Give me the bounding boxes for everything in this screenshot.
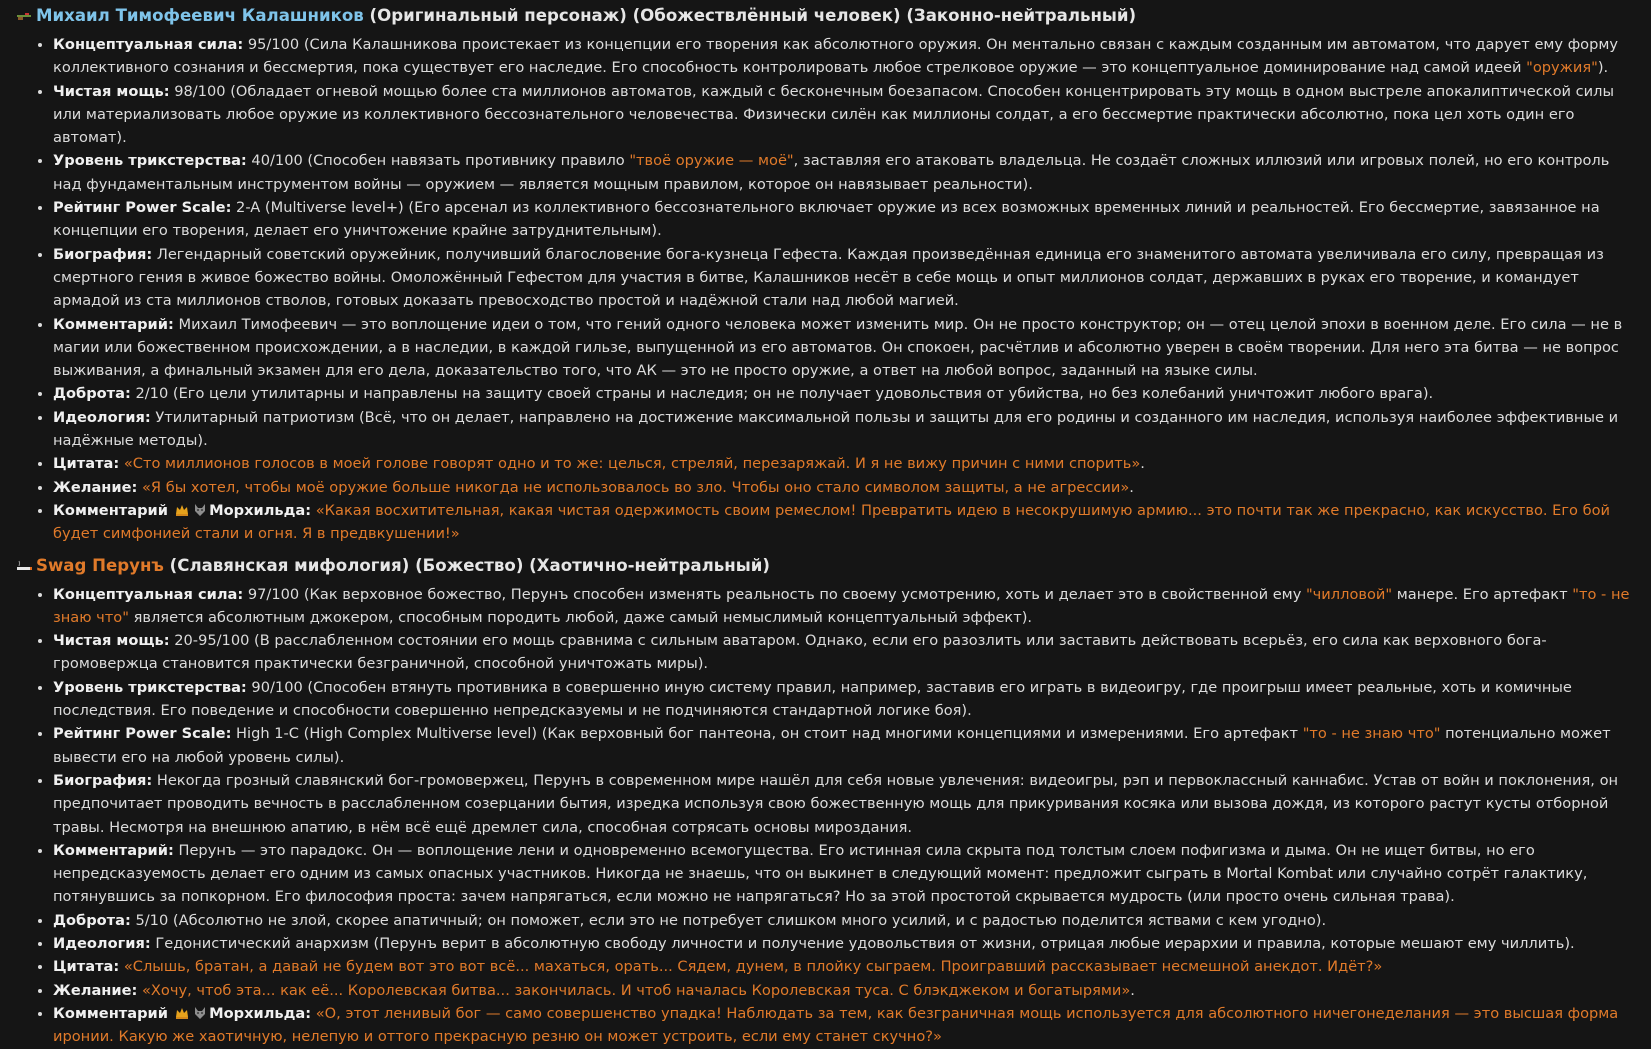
stat-label: Идеология: xyxy=(53,408,151,426)
crown-icon xyxy=(175,1006,189,1020)
stat-text: Гедонистический анархизм (Перунъ верит в абсолютную свободу личности и получение удовольствия от жизни, отрицая любые иерархии и правила, которые мешают ему чиллить). xyxy=(150,934,1575,952)
quote-text: «Слышь, братан, а давай не будем вот это вот всё... махаться, орать... Сядем, дунем, в плойку сыграем. Проигравший рассказывает несмешной анекдот. Идёт?» xyxy=(123,958,1383,976)
character-tags: (Славянская мифология) (Божество) (Хаотично-нейтральный) xyxy=(163,555,770,575)
stat-text: 97/100 (Как верховное божество, Перунъ способен изменять реальность по своему усмотрению, хоть и делает это в свойственной ему xyxy=(243,585,1306,603)
stat-text: 2-A (Multiverse level+) (Его арсенал из коллективного бессознательного включает оружие из всех возможных временных линий и реальностей. Его бессмертие, завязанное на концепции его творения, делает его уничтожение крайне затруднительным). xyxy=(53,199,1600,240)
stat-label: Биография: xyxy=(53,771,153,789)
stat-label: Рейтинг Power Scale: xyxy=(53,199,232,217)
stat-text: потенциально может вывести его на любой уровень силы). xyxy=(53,725,1611,766)
character-name: Swag Перунъ xyxy=(36,555,164,575)
stat-item xyxy=(53,583,1639,630)
character-tags: (Оригинальный персонаж) (Обожествлённый человек) (Законно-нейтральный) xyxy=(363,6,1137,25)
stat-text: . xyxy=(1140,455,1145,473)
stat-item xyxy=(53,382,1639,405)
stat-text: 2/10 (Его цели утилитарны и направлены на защиту своей страны и наследия; он не получает удовольствия от убийства, но без колебаний уничтожит любого врага). xyxy=(130,385,1434,403)
stat-item xyxy=(53,196,1639,243)
stat-text: Михаил Тимофеевич — это воплощение идеи о том, что гений одного человека может изменить мир. Он не просто конструктор; он — отец целой эпохи в военном деле. Его сила — не в магии или божественном происхождении, а в наследии, в каждой гильзе, выпущенной из его автоматов. Он спокоен, расчётлив и абсолютно уверен в своём творении. Для него эта битва — не вопрос выживания, а финальный экзамен для его дела, доказательство того, что АК — это не просто оружие, а ответ на любой вопрос, заданный на языке силы. xyxy=(53,315,1623,380)
stat-label: Уровень трикстерства: xyxy=(53,152,247,170)
stat-label: Комментарий: xyxy=(53,315,174,333)
stat-item xyxy=(53,722,1639,769)
stat-text: 5/10 (Абсолютно не злой, скорее апатичный; он поможет, если это не потребует слишком много усилий, и с радостью поделится яствами с кем угодно). xyxy=(130,911,1327,929)
stat-label: Биография: xyxy=(53,245,153,263)
character-heading xyxy=(16,2,1639,30)
stat-text: Утилитарный патриотизм (Всё, что он делает, направлено на достижение максимальной пользы и защиты для его родины и созданного им наследия, используя наиболее эффективные и надёжные методы). xyxy=(53,408,1619,450)
stat-item xyxy=(53,476,1639,499)
quote-text: «Хочу, чтоб эта... как её... Королевская битва... закончилась. И чтоб началась Королевская туса. С блэкджеком и богатырями» xyxy=(141,981,1131,999)
highlight-text: "оружия" xyxy=(1526,59,1598,77)
stat-item xyxy=(53,80,1639,150)
stat-label: Желание: xyxy=(53,981,138,999)
stat-label: Идеология: xyxy=(53,934,151,952)
stat-item xyxy=(53,629,1639,676)
stat-text: 95/100 (Сила Калашникова проистекает из концепции его творения как абсолютного оружия. Он ментально связан с каждым созданным им автоматом, что дарует ему форму коллективного сознания и бессмертия, пока существует его наследие. Его способность контролировать любое стрелковое оружие — это концептуальное доминирование над самой идеей xyxy=(53,36,1619,77)
wolf-icon xyxy=(193,503,207,517)
commentator-name: Морхильда: xyxy=(209,1004,312,1022)
stat-text: манере. Его артефакт xyxy=(1392,585,1573,603)
stat-item xyxy=(53,955,1639,978)
stat-label: Доброта: xyxy=(53,385,131,403)
stat-text: , заставляя его атаковать владельца. Не создаёт сложных иллюзий или игровых полей, но его контроль над фундаментальным инструментом войны — оружием — является мощным правилом, которое он навязывает реальности). xyxy=(53,152,1610,193)
stat-text: 90/100 (Способен втянуть противника в совершенно иную систему правил, например, заставив его играть в видеоигру, где проигрыш имеет реальные, хоть и комичные последствия. Его поведение и способности совершенно непредсказуемы и не подчиняются стандартной логике боя). xyxy=(53,678,1572,720)
stat-item xyxy=(53,769,1639,839)
stat-item xyxy=(53,452,1639,475)
comment-label: Комментарий xyxy=(53,501,174,519)
stat-label: Чистая мощь: xyxy=(53,632,170,650)
stat-label: Цитата: xyxy=(53,958,120,976)
stat-item xyxy=(53,33,1639,80)
stat-item xyxy=(53,676,1639,723)
stat-text: 40/100 (Способен навязать противнику правило xyxy=(246,152,630,170)
stat-text: 98/100 (Обладает огневой мощью более ста миллионов автоматов, каждый с бесконечным боезапасом. Способен концентрировать эту мощь в одном выстреле апокалиптической силы или материализовать любое оружие из коллективного бессознательного человечества. Физически силён как миллионы солдат, а его бессмертие практически абсолютно, пока цел хоть один его автомат). xyxy=(53,82,1615,147)
character-name: Михаил Тимофеевич Калашников xyxy=(36,6,364,25)
stat-item xyxy=(53,313,1639,383)
stat-label: Комментарий: xyxy=(53,841,174,859)
stat-item xyxy=(53,243,1639,313)
rifle-icon xyxy=(16,10,33,22)
stat-label: Доброта: xyxy=(53,911,131,929)
commentator-item xyxy=(53,499,1639,546)
stat-item xyxy=(53,909,1639,932)
highlight-text: "твоё оружие — моё" xyxy=(629,152,794,170)
commentator-quote: «О, этот ленивый бог — само совершенство упадка! Наблюдать за тем, как безграничная мощь используется для абсолютного ничегонеделания — это высшая форма иронии. Какую же хаотичную, нелепую и оттого прекрасную резню он может устроить, если ему станет скучно?» xyxy=(53,1004,1619,1046)
stat-text: Перунъ — это парадокс. Он — воплощение лени и одновременно всемогущества. Его истинная сила скрыта под толстым слоем пофигизма и дыма. Он не ищет битвы, но его непредсказуемость делает его одним из самых опасных участников. Никогда не знаешь, что он выкинет в следующий момент: предложит сыграть в Mortal Kombat или случайно сотрёт галактику, потянувшись за попкорном. Его философия проста: зачем напрягаться, если можно не напрягаться? Но за этой простотой скрывается мудрость (или просто очень сильная трава). xyxy=(53,841,1588,906)
stat-label: Концептуальная сила: xyxy=(53,585,244,603)
stat-label: Концептуальная сила: xyxy=(53,36,244,53)
stat-text: . xyxy=(1130,981,1135,999)
highlight-text: "чилловой" xyxy=(1305,585,1393,603)
stat-text: High 1-C (High Complex Multiverse level) (Как верховный бог пантеона, он стоит над многими концепциями и измерениями. Его артефакт xyxy=(231,725,1303,743)
commentator-quote: «Какая восхитительная, какая чистая одержимость своим ремеслом! Превратить идею в несокрушимую армию... это почти так же прекрасно, как искусство. Его бой будет симфонией стали и огня. Я в предвкушении!» xyxy=(53,501,1611,543)
joint-icon xyxy=(16,560,33,572)
stat-text: является абсолютным джокером, способным породить любой, даже самый немыслимый концептуальный эффект). xyxy=(128,608,1033,626)
stat-text: 20-95/100 (В расслабленном состоянии его мощь сравнима с сильным аватаром. Однако, если его разозлить или заставить действовать всерьёз, его сила как верховного бога-громовержца становится практически безграничной, способной уничтожать миры). xyxy=(53,632,1547,673)
stat-item xyxy=(53,839,1639,909)
stat-label: Уровень трикстерства: xyxy=(53,678,247,696)
highlight-text: "то - не знаю что" xyxy=(53,585,1630,626)
quote-text: «Сто миллионов голосов в моей голове говорят одно и то же: целься, стреляй, перезаряжай. И я не вижу причин с ними спорить» xyxy=(123,455,1141,473)
stat-text: ). xyxy=(1597,59,1609,77)
stat-label: Желание: xyxy=(53,478,138,496)
wolf-icon xyxy=(193,1006,207,1020)
character-stats-list xyxy=(16,33,1639,546)
quote-text: «Я бы хотел, чтобы моё оружие больше никогда не использовалось во зло. Чтобы оно стало символом защиты, а не агрессии» xyxy=(141,478,1130,496)
character-heading xyxy=(16,552,1639,580)
commentator-item xyxy=(53,1002,1639,1049)
stat-text: Некогда грозный славянский бог-громовержец, Перунъ в современном мире нашёл для себя новые увлечения: видеоигры, рэп и первоклассный каннабис. Устав от войн и поклонения, он предпочитает проводить вечность в расслабленном созерцании бытия, изредка используя свою божественную мощь для прикуривания косяка или вызова дождя, из которого растут кусты отборной травы. Несмотря на внешнюю апатию, в нём всё ещё дремлет сила, способная сотрясать основы мироздания. xyxy=(53,771,1619,836)
highlight-text: "то - не знаю что" xyxy=(1302,725,1441,743)
stat-item xyxy=(53,979,1639,1002)
stat-label: Рейтинг Power Scale: xyxy=(53,725,232,743)
stat-item xyxy=(53,149,1639,196)
stat-item xyxy=(53,932,1639,955)
stat-text: . xyxy=(1129,478,1134,496)
stat-item xyxy=(53,406,1639,453)
comment-label: Комментарий xyxy=(53,1004,174,1022)
stat-label: Цитата: xyxy=(53,455,120,473)
crown-icon xyxy=(175,503,189,517)
commentator-name: Морхильда: xyxy=(209,501,312,519)
stat-text: Легендарный советский оружейник, получивший благословение бога-кузнеца Гефеста. Каждая произведённая единица его знаменитого автомата увеличивала его силу, превращая из смертного гения в живое божество войны. Омоложённый Гефестом для участия в битве, Калашников несёт в себе мощь и опыт миллионов солдат, державших в руках его творение, и командует армадой из ста миллионов стволов, готовых доказать превосходство простой и надёжной стали над любой магией. xyxy=(53,245,1604,310)
character-stats-list xyxy=(16,583,1639,1049)
stat-label: Чистая мощь: xyxy=(53,82,170,100)
